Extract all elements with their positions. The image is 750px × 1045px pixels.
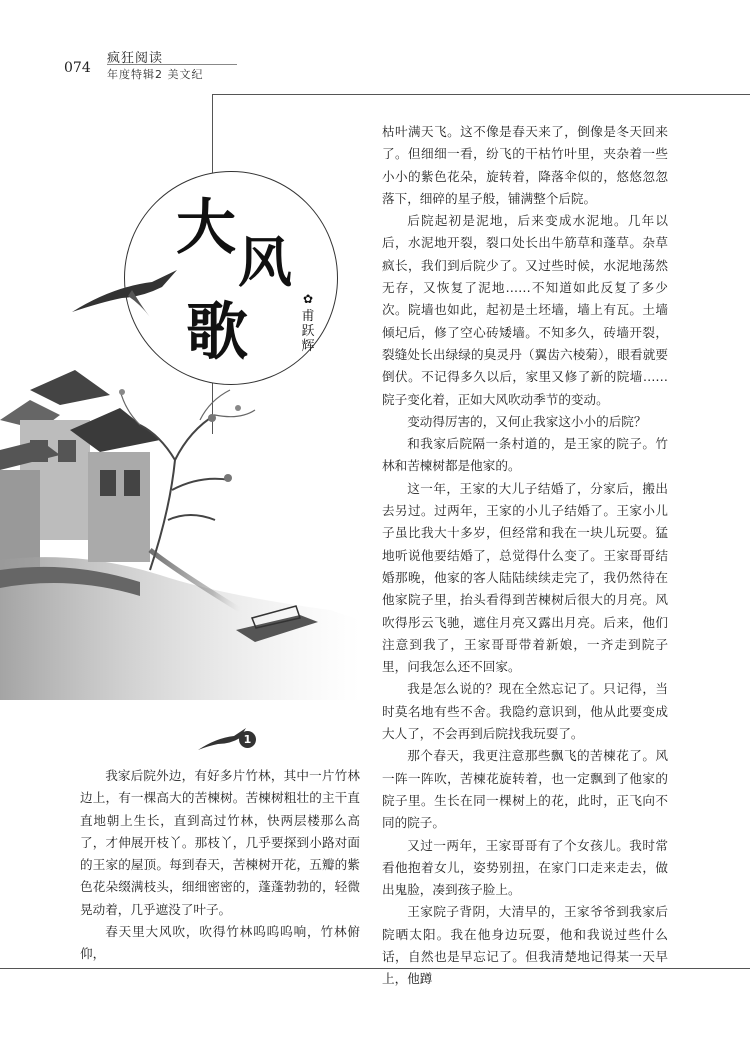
paragraph: 春天里大风吹，吹得竹林呜呜呜响，竹林俯仰， bbox=[80, 924, 360, 962]
right-text-column bbox=[382, 121, 668, 991]
paragraph: 这一年，王家的大儿子结婚了，分家后，搬出去另过。过两年，王家的小儿子结婚了。王家小儿子虽比我大十多岁，但经常和我在一块儿玩耍。猛地听说他要结婚了，总觉得什么变了。王家哥哥结婚那晚，他家的客人陆陆续续走完了，我仍然待在他家院子里，抬头看得到苦楝树后很大的月亮。风吹得彤云飞驰，遮住月亮又露出月亮。后来，他们注意到我了，王家哥哥带着新娘，一齐走到院子里，问我怎么还不回家。 bbox=[382, 480, 668, 675]
author-block bbox=[298, 292, 318, 354]
ink-landscape-illustration bbox=[0, 360, 360, 700]
header-rule bbox=[107, 64, 237, 65]
title-char-2: 风 bbox=[238, 230, 292, 294]
paragraph-continuation: 枯叶满天飞。这不像是春天来了，倒像是冬天回来了。但细细一看，纷飞的干枯竹叶里，夹杂着一些小小的紫色花朵，旋转着，降落伞似的，悠悠忽忽落下，细碎的星子般，铺满整个后院。 bbox=[382, 124, 668, 206]
left-text-column bbox=[80, 765, 360, 966]
issue-title: 年度特辑2 美文纪 bbox=[107, 68, 204, 81]
paragraph: 我是怎么说的？现在全然忘记了。只记得，当时莫名地有些不舍。我隐约意识到，他从此要变成大人了，不会再到后院找我玩耍了。 bbox=[382, 681, 668, 742]
swallow-bird-icon bbox=[62, 262, 182, 322]
title-char-3: 歌 bbox=[186, 295, 249, 368]
paragraph: 王家院子背阴，大清早的，王家爷爷到我家后院晒太阳。我在他身边玩耍，他和我说过些什么话，自然也是早忘记了。但我清楚地记得某一天早上，他蹲 bbox=[382, 904, 668, 987]
paragraph: 后院起初是泥地，后来变成水泥地。几年以后，水泥地开裂，裂口处长出牛筋草和蓬草。杂草疯长，我们到后院少了。又过些时候，水泥地荡然无存，又恢复了泥地……不知道如此反复了多少次。院墙也如此，起初是土坯墙，墙上有瓦。土墙倾圮后，修了空心砖矮墙。不知多久，砖墙开裂，裂缝处长出绿绿的臭灵丹（翼齿六棱菊），眼看就要倒伏。不记得多久以后，家里又修了新的院墙……院子变化着，正如大风吹动季节的变动。 bbox=[382, 213, 668, 407]
running-header bbox=[64, 44, 244, 84]
bottom-rule bbox=[0, 968, 750, 969]
author-name: 甫跃辉 bbox=[301, 309, 315, 354]
figure-number-badge: 1 bbox=[239, 731, 256, 748]
page-number: 074 bbox=[64, 60, 91, 76]
paragraph: 又过一两年，王家哥哥有了个女孩儿。我时常看他抱着女儿，姿势别扭，在家门口走来走去，做出鬼脸，凑到孩子脸上。 bbox=[382, 837, 668, 898]
frame-top-rule bbox=[212, 94, 750, 95]
paragraph: 那个春天，我更注意那些飘飞的苦楝花了。风一阵一阵吹，苦楝花旋转着，也一定飘到了他家的院子里。生长在同一棵树上的花，此时，正飞向不同的院子。 bbox=[382, 748, 668, 831]
magazine-name: 疯狂阅读 bbox=[107, 51, 164, 66]
paragraph: 和我家后院隔一条村道的，是王家的院子。竹林和苦楝树都是他家的。 bbox=[382, 436, 668, 474]
title-char-1: 大 bbox=[176, 193, 236, 263]
flower-icon: ✿ bbox=[302, 292, 314, 306]
paragraph: 我家后院外边，有好多片竹林，其中一片竹林边上，有一棵高大的苦楝树。苦楝树粗壮的主干直直地朝上生长，直到高过竹林，快两层楼那么高了，才伸展开枝丫。那枝丫，几乎要探到小路对面的王家的屋顶。每到春天，苦楝树开花，五瓣的紫色花朵缀满枝头，细细密密的，蓬蓬勃勃的，轻微晃动着，几乎遮没了叶子。 bbox=[80, 768, 360, 917]
paragraph: 变动得厉害的，又何止我家这小小的后院？ bbox=[407, 413, 647, 429]
